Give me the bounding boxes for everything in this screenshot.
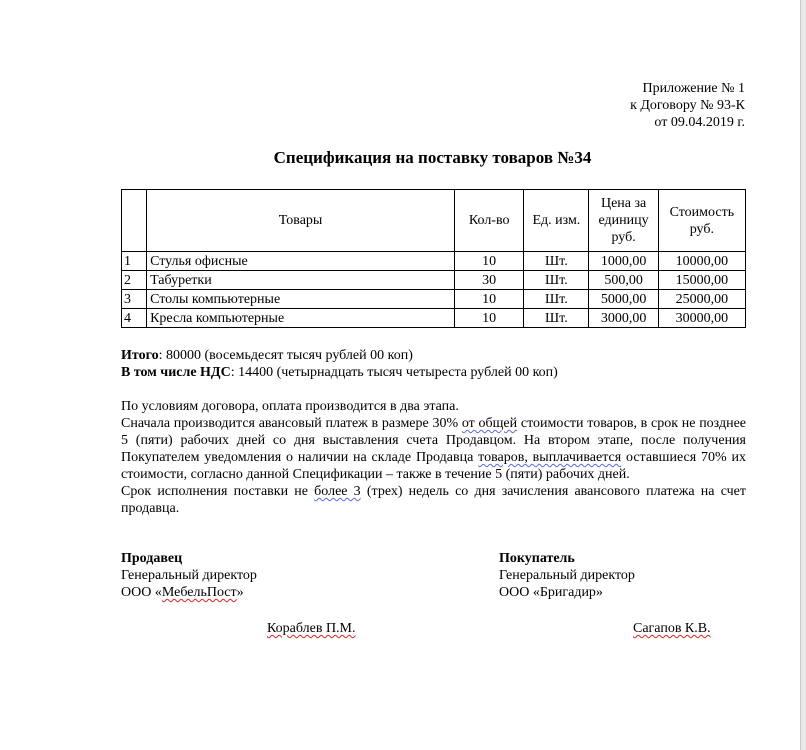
vat-line [121,364,746,381]
row-price: 1000,00 [589,252,658,271]
terms-delivery: Срок исполнения поставки не более 3 (трех) недель со дня зачисления авансового платежа на счет продавца. [121,484,746,516]
row-goods: Табуретки [147,271,455,290]
total-line [121,347,746,364]
document-title: Спецификация на поставку товаров №34 [273,148,592,167]
row-goods: Кресла компьютерные [147,309,455,328]
buyer-company: ООО «Бригадир» [499,585,603,600]
row-unit: Шт. [524,290,589,309]
grammar-mark: товаров, выплачивается [478,450,622,465]
vat-value: : 14400 (четырнадцать тысяч четыреста рублей 00 коп) [230,365,558,380]
total-label: Итого [121,348,159,363]
table-row [122,290,746,309]
row-goods: Столы компьютерные [147,290,455,309]
seller-position: Генеральный директор [121,568,257,583]
seller-signatory: Кораблев П.М. [267,621,356,636]
totals-block [121,347,746,381]
specification-table [121,189,746,328]
header-unit: Ед. изм. [524,190,589,252]
seller-company: ООО «МебельПост» [121,585,244,600]
table-row [122,309,746,328]
row-sum: 10000,00 [658,252,745,271]
row-sum: 15000,00 [658,271,745,290]
grammar-mark: от общей [461,416,518,431]
buyer-position: Генеральный директор [499,568,635,583]
payment-terms [121,398,746,517]
row-num: 1 [122,252,147,271]
page-shadow [801,0,806,750]
buyer-block [499,550,635,601]
row-unit: Шт. [524,309,589,328]
terms-intro: По условиям договора, оплата производится в два этапа. [121,399,459,414]
row-sum: 30000,00 [658,309,745,328]
row-unit: Шт. [524,271,589,290]
row-num: 3 [122,290,147,309]
row-num: 2 [122,271,147,290]
header-qty: Кол-во [455,190,524,252]
total-value: : 80000 (восемьдесят тысяч рублей 00 коп) [158,348,413,363]
row-qty: 10 [455,252,524,271]
appendix-header [630,80,745,131]
seller-block [121,550,257,601]
header-price: Цена за единицу руб. [589,190,658,252]
buyer-signatory: Сагапов К.В. [633,621,711,636]
vat-label: В том числе НДС [121,365,231,380]
row-sum: 25000,00 [658,290,745,309]
terms-payment: Сначала производится авансовый платеж в размере 30% от общей стоимости товаров, в срок не позднее 5 (пяти) рабочих дней со дня выставления счета Продавцом. На втором этапе, после получения Покупателем уведомления о наличии на складе Продавца товаров, выплачивается оставшиеся 70% их стоимости, согласно данной Спецификации – также в течение 5 (пяти) рабочих дней. [121,416,747,482]
row-qty: 30 [455,271,524,290]
grammar-mark: более 3 [314,484,361,499]
table-row [122,271,746,290]
header-sum: Стоимость руб. [658,190,745,252]
appendix-number: Приложение № 1 [642,81,745,96]
row-unit: Шт. [524,252,589,271]
row-num: 4 [122,309,147,328]
contract-reference: к Договору № 93-К [630,98,745,113]
table-row [122,252,746,271]
table-header-row [122,190,746,252]
row-qty: 10 [455,309,524,328]
buyer-role: Покупатель [499,551,575,566]
seller-role: Продавец [121,551,183,566]
row-price: 5000,00 [589,290,658,309]
header-num [122,190,147,252]
header-goods: Товары [147,190,455,252]
row-price: 500,00 [589,271,658,290]
row-goods: Стулья офисные [147,252,455,271]
contract-date: от 09.04.2019 г. [654,115,745,130]
row-price: 3000,00 [589,309,658,328]
row-qty: 10 [455,290,524,309]
